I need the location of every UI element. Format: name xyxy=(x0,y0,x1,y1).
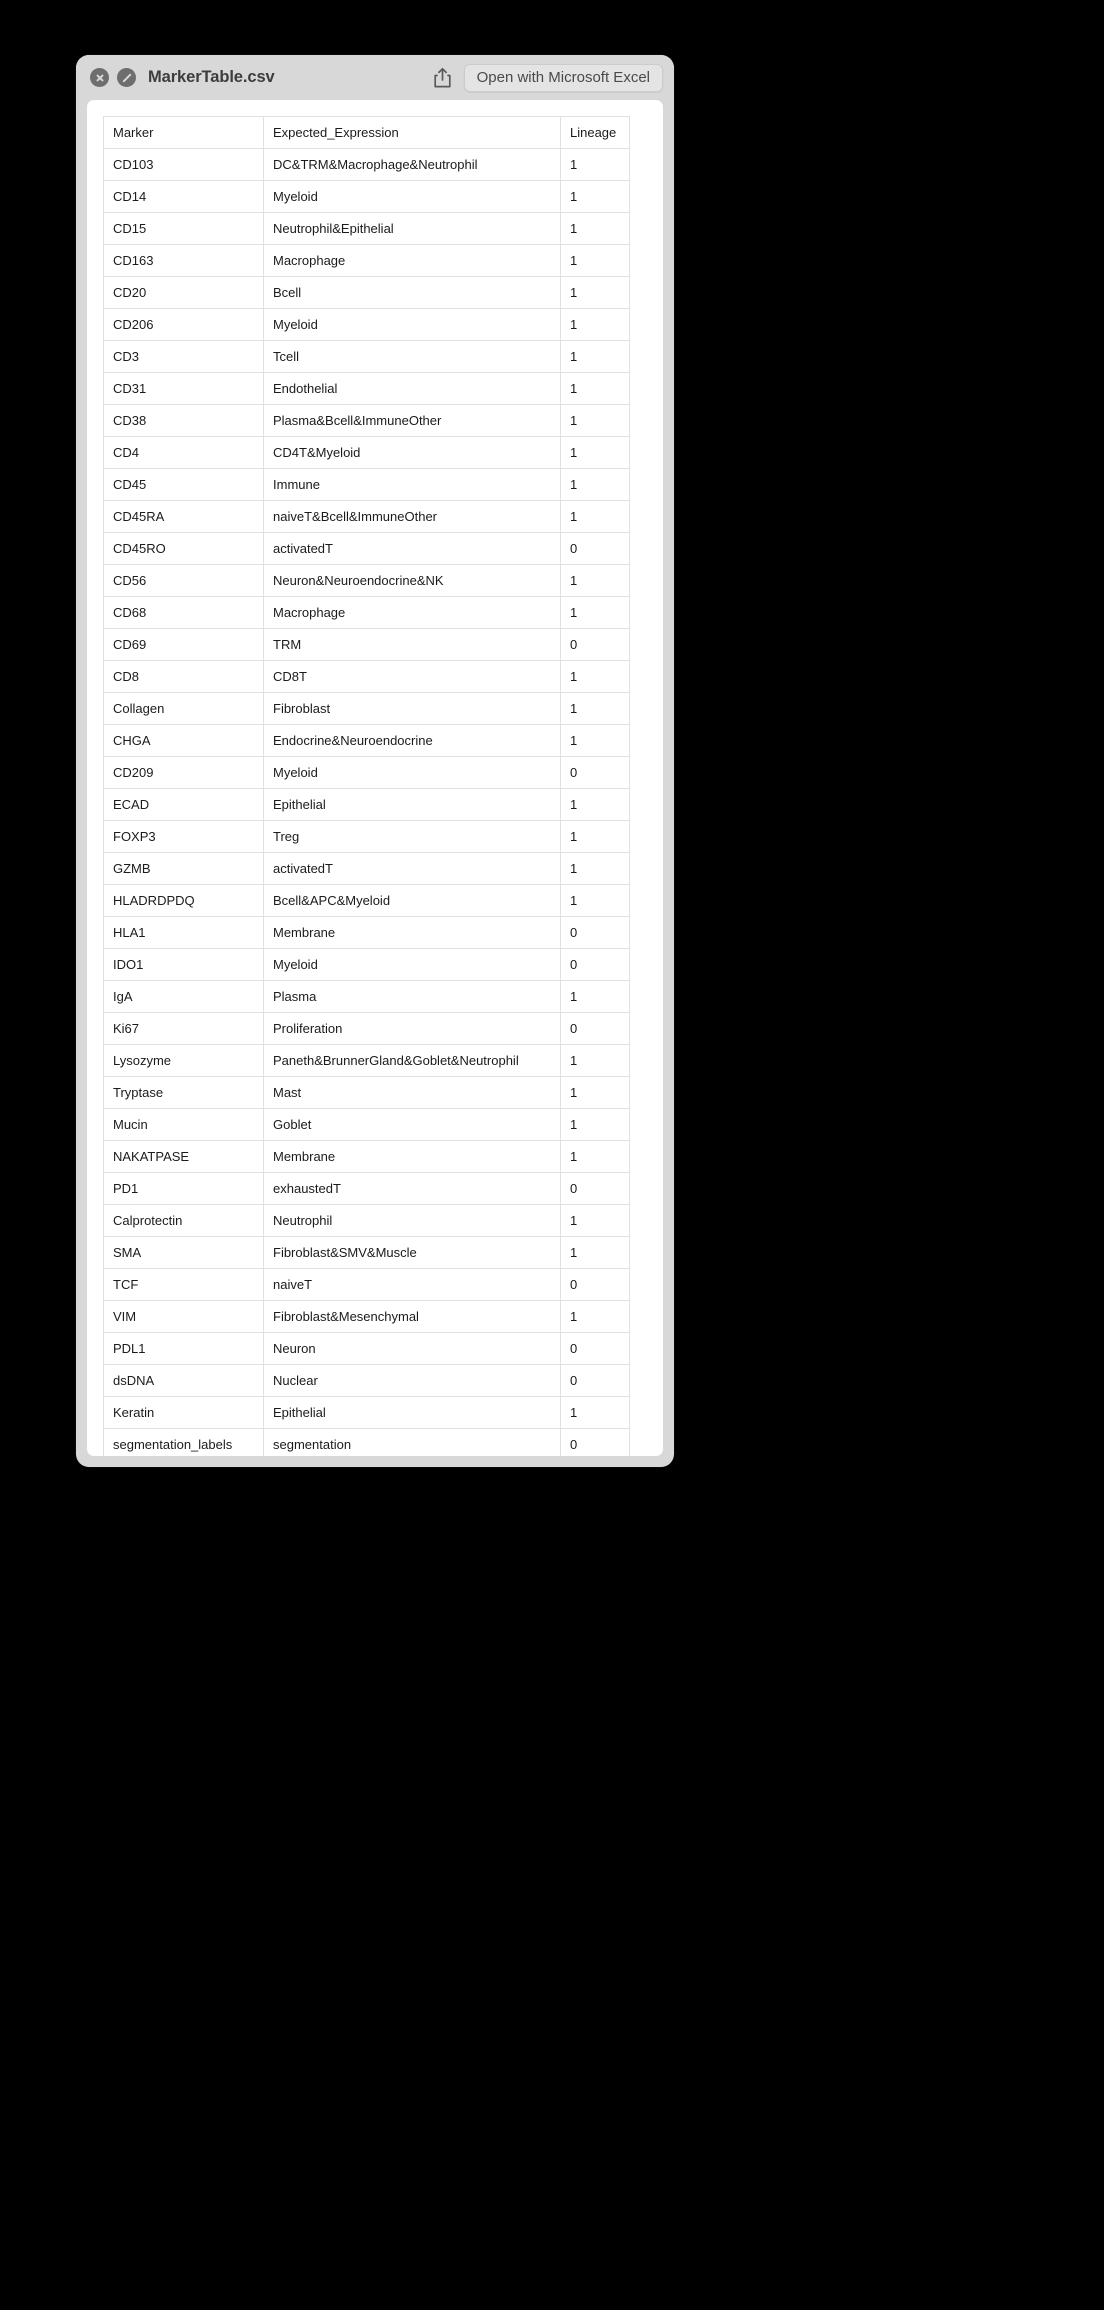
cell-marker: segmentation_labels xyxy=(104,1429,264,1457)
cell-lineage: 1 xyxy=(561,885,630,917)
table-row xyxy=(104,1141,630,1173)
cell-marker: CD38 xyxy=(104,405,264,437)
cell-marker: Keratin xyxy=(104,1397,264,1429)
cell-marker: CD45RA xyxy=(104,501,264,533)
share-icon[interactable] xyxy=(428,64,458,92)
cell-marker: PD1 xyxy=(104,1173,264,1205)
cell-marker: CD163 xyxy=(104,245,264,277)
cell-lineage: 1 xyxy=(561,1077,630,1109)
cell-expected-expression: Endothelial xyxy=(264,373,561,405)
cell-lineage: 1 xyxy=(561,213,630,245)
cell-marker: CD8 xyxy=(104,661,264,693)
cell-lineage: 0 xyxy=(561,533,630,565)
cell-lineage: 1 xyxy=(561,789,630,821)
cell-marker: CHGA xyxy=(104,725,264,757)
cell-marker: IgA xyxy=(104,981,264,1013)
cell-expected-expression: Mast xyxy=(264,1077,561,1109)
cell-expected-expression: CD8T xyxy=(264,661,561,693)
cell-lineage: 0 xyxy=(561,1013,630,1045)
preview-content-sheet xyxy=(87,100,663,1456)
cell-lineage: 1 xyxy=(561,1109,630,1141)
cell-lineage: 0 xyxy=(561,1365,630,1397)
table-row xyxy=(104,629,630,661)
table-row xyxy=(104,1301,630,1333)
cell-marker: CD45 xyxy=(104,469,264,501)
cell-expected-expression: Bcell&APC&Myeloid xyxy=(264,885,561,917)
cell-expected-expression: Myeloid xyxy=(264,757,561,789)
cell-lineage: 1 xyxy=(561,1205,630,1237)
cell-lineage: 1 xyxy=(561,501,630,533)
cell-expected-expression: DC&TRM&Macrophage&Neutrophil xyxy=(264,149,561,181)
cell-expected-expression: Goblet xyxy=(264,1109,561,1141)
csv-table-container xyxy=(87,100,663,1456)
table-row xyxy=(104,1397,630,1429)
cell-expected-expression: Macrophage xyxy=(264,245,561,277)
table-row xyxy=(104,1173,630,1205)
table-row xyxy=(104,1077,630,1109)
column-header-marker: Marker xyxy=(104,117,264,149)
table-row xyxy=(104,885,630,917)
cell-marker: CD103 xyxy=(104,149,264,181)
cell-lineage: 0 xyxy=(561,917,630,949)
cell-lineage: 1 xyxy=(561,853,630,885)
table-header-row xyxy=(104,117,630,149)
cell-marker: GZMB xyxy=(104,853,264,885)
open-with-excel-button[interactable] xyxy=(464,64,663,92)
table-row xyxy=(104,341,630,373)
table-row xyxy=(104,309,630,341)
cell-expected-expression: Plasma xyxy=(264,981,561,1013)
cell-lineage: 1 xyxy=(561,405,630,437)
cell-marker: ECAD xyxy=(104,789,264,821)
cell-expected-expression: Membrane xyxy=(264,1141,561,1173)
table-row xyxy=(104,1013,630,1045)
table-row xyxy=(104,469,630,501)
cell-marker: Tryptase xyxy=(104,1077,264,1109)
cell-marker: CD56 xyxy=(104,565,264,597)
cell-expected-expression: Treg xyxy=(264,821,561,853)
open-with-excel-label: Open with Microsoft Excel xyxy=(476,69,650,86)
cell-expected-expression: Myeloid xyxy=(264,181,561,213)
cell-marker: Collagen xyxy=(104,693,264,725)
cell-lineage: 1 xyxy=(561,437,630,469)
cell-expected-expression: Paneth&BrunnerGland&Goblet&Neutrophil xyxy=(264,1045,561,1077)
cell-marker: Lysozyme xyxy=(104,1045,264,1077)
cell-marker: PDL1 xyxy=(104,1333,264,1365)
cell-expected-expression: Neuron xyxy=(264,1333,561,1365)
page-title: MarkerTable.csv xyxy=(148,68,275,86)
cell-expected-expression: CD4T&Myeloid xyxy=(264,437,561,469)
cell-expected-expression: naiveT&Bcell&ImmuneOther xyxy=(264,501,561,533)
cell-expected-expression: Fibroblast&Mesenchymal xyxy=(264,1301,561,1333)
table-row xyxy=(104,565,630,597)
cell-expected-expression: Fibroblast&SMV&Muscle xyxy=(264,1237,561,1269)
table-row xyxy=(104,213,630,245)
table-row xyxy=(104,149,630,181)
cell-lineage: 1 xyxy=(561,981,630,1013)
cell-marker: FOXP3 xyxy=(104,821,264,853)
cell-expected-expression: naiveT xyxy=(264,1269,561,1301)
cell-expected-expression: Plasma&Bcell&ImmuneOther xyxy=(264,405,561,437)
cell-lineage: 1 xyxy=(561,277,630,309)
cell-marker: CD15 xyxy=(104,213,264,245)
cell-expected-expression: Epithelial xyxy=(264,1397,561,1429)
table-body xyxy=(104,149,630,1457)
slash-circle-icon[interactable] xyxy=(117,68,136,87)
cell-lineage: 1 xyxy=(561,693,630,725)
cell-marker: CD4 xyxy=(104,437,264,469)
cell-expected-expression: activatedT xyxy=(264,853,561,885)
cell-lineage: 1 xyxy=(561,341,630,373)
table-row xyxy=(104,789,630,821)
table-row xyxy=(104,661,630,693)
cell-lineage: 1 xyxy=(561,661,630,693)
cell-expected-expression: exhaustedT xyxy=(264,1173,561,1205)
table-row xyxy=(104,405,630,437)
table-row xyxy=(104,1109,630,1141)
cell-expected-expression: activatedT xyxy=(264,533,561,565)
cell-lineage: 0 xyxy=(561,1269,630,1301)
table-row xyxy=(104,853,630,885)
table-row xyxy=(104,501,630,533)
cell-marker: CD69 xyxy=(104,629,264,661)
table-row xyxy=(104,981,630,1013)
table-row xyxy=(104,1429,630,1457)
cell-marker: TCF xyxy=(104,1269,264,1301)
cell-lineage: 1 xyxy=(561,821,630,853)
table-row xyxy=(104,277,630,309)
cell-expected-expression: Bcell xyxy=(264,277,561,309)
cell-marker: Calprotectin xyxy=(104,1205,264,1237)
cell-marker: NAKATPASE xyxy=(104,1141,264,1173)
window-titlebar xyxy=(76,55,674,100)
cell-expected-expression: Myeloid xyxy=(264,309,561,341)
cell-expected-expression: Neuron&Neuroendocrine&NK xyxy=(264,565,561,597)
cell-marker: dsDNA xyxy=(104,1365,264,1397)
cell-expected-expression: Fibroblast xyxy=(264,693,561,725)
cell-marker: CD31 xyxy=(104,373,264,405)
table-row xyxy=(104,1205,630,1237)
table-row xyxy=(104,533,630,565)
cell-marker: CD14 xyxy=(104,181,264,213)
table-row xyxy=(104,917,630,949)
cell-lineage: 1 xyxy=(561,1397,630,1429)
cell-marker: CD209 xyxy=(104,757,264,789)
cell-lineage: 1 xyxy=(561,1301,630,1333)
table-row xyxy=(104,597,630,629)
table-row xyxy=(104,725,630,757)
table-row xyxy=(104,373,630,405)
cell-expected-expression: Immune xyxy=(264,469,561,501)
cell-marker: VIM xyxy=(104,1301,264,1333)
table-row xyxy=(104,1045,630,1077)
table-row xyxy=(104,437,630,469)
cell-expected-expression: Membrane xyxy=(264,917,561,949)
cell-lineage: 0 xyxy=(561,1429,630,1457)
table-row xyxy=(104,1365,630,1397)
table-row xyxy=(104,757,630,789)
quick-look-window xyxy=(76,55,674,1467)
close-icon[interactable] xyxy=(90,68,109,87)
table-row xyxy=(104,949,630,981)
cell-expected-expression: Myeloid xyxy=(264,949,561,981)
cell-marker: CD20 xyxy=(104,277,264,309)
cell-marker: CD206 xyxy=(104,309,264,341)
cell-lineage: 1 xyxy=(561,1237,630,1269)
cell-lineage: 1 xyxy=(561,469,630,501)
table-row xyxy=(104,1237,630,1269)
cell-expected-expression: Tcell xyxy=(264,341,561,373)
column-header-expected-expression: Expected_Expression xyxy=(264,117,561,149)
csv-table xyxy=(103,116,630,1456)
cell-lineage: 0 xyxy=(561,629,630,661)
cell-expected-expression: segmentation xyxy=(264,1429,561,1457)
cell-lineage: 1 xyxy=(561,1045,630,1077)
cell-marker: CD3 xyxy=(104,341,264,373)
cell-lineage: 1 xyxy=(561,565,630,597)
cell-expected-expression: Nuclear xyxy=(264,1365,561,1397)
cell-expected-expression: TRM xyxy=(264,629,561,661)
cell-marker: CD45RO xyxy=(104,533,264,565)
cell-expected-expression: Macrophage xyxy=(264,597,561,629)
cell-lineage: 1 xyxy=(561,1141,630,1173)
column-header-lineage: Lineage xyxy=(561,117,630,149)
cell-marker: Ki67 xyxy=(104,1013,264,1045)
cell-marker: CD68 xyxy=(104,597,264,629)
cell-lineage: 0 xyxy=(561,949,630,981)
cell-lineage: 1 xyxy=(561,597,630,629)
cell-lineage: 1 xyxy=(561,373,630,405)
table-row xyxy=(104,245,630,277)
cell-lineage: 0 xyxy=(561,1333,630,1365)
cell-marker: SMA xyxy=(104,1237,264,1269)
cell-lineage: 0 xyxy=(561,757,630,789)
cell-lineage: 1 xyxy=(561,309,630,341)
cell-marker: HLA1 xyxy=(104,917,264,949)
cell-expected-expression: Proliferation xyxy=(264,1013,561,1045)
table-row xyxy=(104,1269,630,1301)
cell-lineage: 1 xyxy=(561,149,630,181)
cell-lineage: 1 xyxy=(561,725,630,757)
table-row xyxy=(104,821,630,853)
cell-marker: IDO1 xyxy=(104,949,264,981)
table-row xyxy=(104,181,630,213)
table-row xyxy=(104,1333,630,1365)
cell-marker: Mucin xyxy=(104,1109,264,1141)
cell-expected-expression: Endocrine&Neuroendocrine xyxy=(264,725,561,757)
cell-lineage: 1 xyxy=(561,245,630,277)
cell-expected-expression: Neutrophil&Epithelial xyxy=(264,213,561,245)
table-header xyxy=(104,117,630,149)
cell-marker: HLADRDPDQ xyxy=(104,885,264,917)
cell-expected-expression: Epithelial xyxy=(264,789,561,821)
cell-lineage: 0 xyxy=(561,1173,630,1205)
cell-expected-expression: Neutrophil xyxy=(264,1205,561,1237)
cell-lineage: 1 xyxy=(561,181,630,213)
table-row xyxy=(104,693,630,725)
